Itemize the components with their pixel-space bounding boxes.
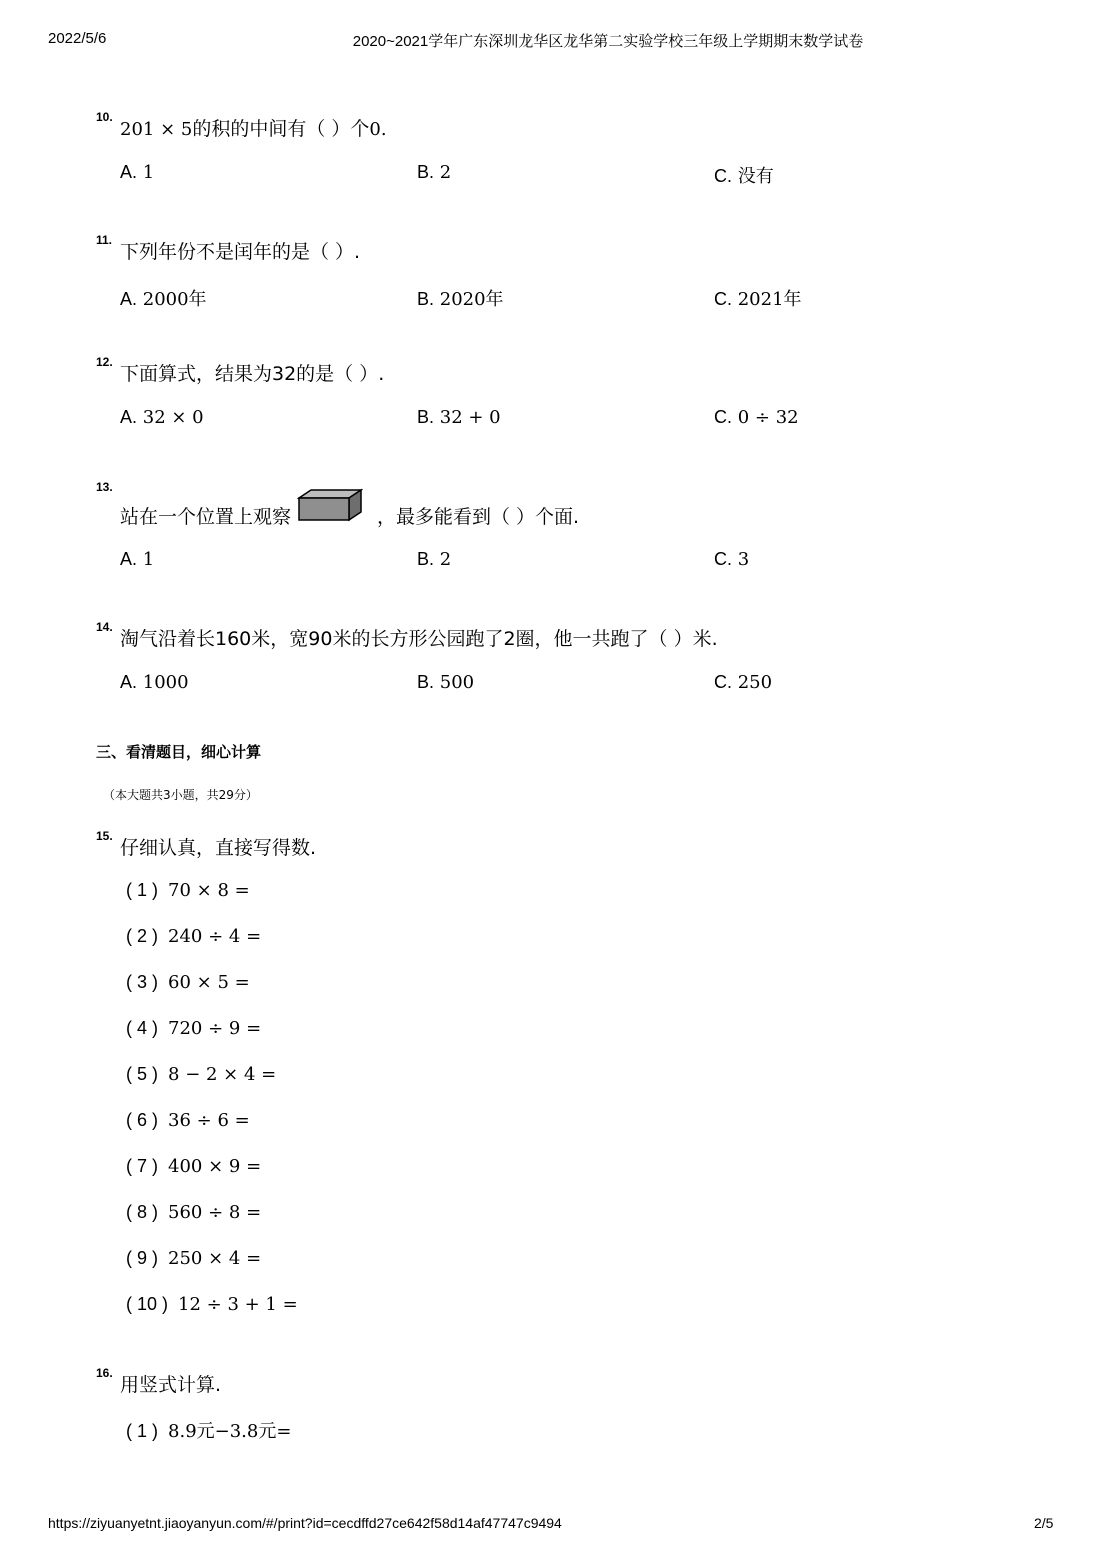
option-a[interactable]: A. 1 xyxy=(120,549,155,570)
print-date: 2022/5/6 xyxy=(48,30,107,47)
option-a[interactable]: A. 32 × 0 xyxy=(120,407,204,428)
option-a[interactable]: A. 1 xyxy=(120,162,155,183)
question-number: 15. xyxy=(96,829,113,843)
options xyxy=(120,407,1020,435)
options xyxy=(120,285,1020,313)
question-number: 10. xyxy=(96,110,113,124)
stem-tail: 0. xyxy=(369,119,387,140)
option-b[interactable]: B. 2 xyxy=(417,162,452,183)
section-title: 三、看清题目，细心计算 xyxy=(96,743,262,761)
option-c[interactable]: C. 2021年 xyxy=(714,289,802,310)
calc-item: ( 7 ) 400 × 9 = xyxy=(126,1156,262,1177)
calc-item: ( 2 ) 240 ÷ 4 = xyxy=(126,926,262,947)
option-b[interactable]: B. 500 xyxy=(417,672,475,693)
stem-after: ，最多能看到（ ）个面. xyxy=(377,506,580,528)
option-c[interactable]: C. 没有 xyxy=(714,166,774,187)
option-b[interactable]: B. 2020年 xyxy=(417,289,504,310)
calc-item: ( 8 ) 560 ÷ 8 = xyxy=(126,1202,262,1223)
stem-text: 的积的中间有（ ）个 xyxy=(192,118,370,140)
stem-before: 站在一个位置上观察 xyxy=(120,506,292,528)
calc-item: ( 4 ) 720 ÷ 9 = xyxy=(126,1018,262,1039)
cuboid-icon xyxy=(297,488,363,529)
options xyxy=(120,672,1020,700)
option-c[interactable]: C. 3 xyxy=(714,549,750,570)
option-b[interactable]: B. 32 + 0 xyxy=(417,407,501,428)
page-number: 2/5 xyxy=(1034,1515,1054,1531)
option-c[interactable]: C. 0 ÷ 32 xyxy=(714,407,799,428)
document-title: 2020~2021学年广东深圳龙华区龙华第二实验学校三年级上学期期末数学试卷 xyxy=(352,33,864,50)
option-a[interactable]: A. 2000年 xyxy=(120,289,207,310)
options xyxy=(120,549,1020,577)
question-stem xyxy=(120,504,579,530)
calc-item: ( 1 ) 70 × 8 = xyxy=(126,880,250,901)
section-subtitle: （本大题共3小题，共29分） xyxy=(103,788,258,802)
calc-item: ( 9 ) 250 × 4 = xyxy=(126,1248,262,1269)
option-c[interactable]: C. 250 xyxy=(714,672,773,693)
question-stem: 仔细认真，直接写得数. xyxy=(120,837,317,859)
question-number: 13. xyxy=(96,480,113,494)
stem-math: 201 × 5 xyxy=(120,119,193,140)
calc-item: ( 6 ) 36 ÷ 6 = xyxy=(126,1110,250,1131)
print-url: https://ziyuanyetnt.jiaoyanyun.com/#/print?id=cecdffd27ce642f58d14af47747c9494 xyxy=(48,1515,562,1531)
question-stem: 下列年份不是闰年的是（ ）. xyxy=(120,241,361,263)
options xyxy=(120,162,1020,190)
calc-item: ( 5 ) 8 − 2 × 4 = xyxy=(126,1064,277,1085)
calc-item: ( 10 ) 12 ÷ 3 + 1 = xyxy=(126,1294,298,1315)
question-number: 11. xyxy=(96,233,113,247)
question-stem: 淘气沿着长160米，宽90米的长方形公园跑了2圈，他一共跑了（ ）米. xyxy=(120,628,718,650)
question-stem xyxy=(120,116,387,143)
question-number: 14. xyxy=(96,620,113,634)
calc-item: ( 1 ) 8.9元−3.8元= xyxy=(126,1421,292,1442)
question-stem: 用竖式计算. xyxy=(120,1374,222,1396)
option-b[interactable]: B. 2 xyxy=(417,549,452,570)
question-stem: 下面算式，结果为32的是（ ）. xyxy=(120,363,385,385)
option-a[interactable]: A. 1000 xyxy=(120,672,189,693)
question-number: 16. xyxy=(96,1366,113,1380)
question-number: 12. xyxy=(96,355,113,369)
calc-item: ( 3 ) 60 × 5 = xyxy=(126,972,250,993)
